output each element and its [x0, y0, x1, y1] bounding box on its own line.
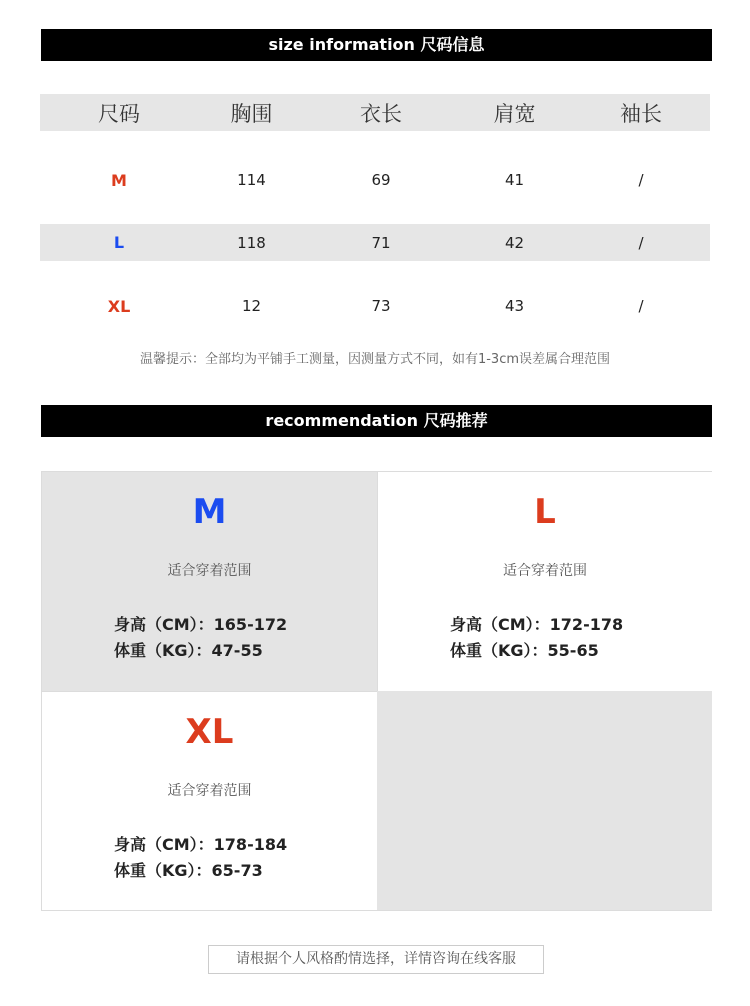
card-height-range: 身高（CM）：165-172: [114, 615, 288, 634]
card-size-label: L: [534, 492, 556, 532]
row-length: 71: [371, 233, 391, 252]
row-sleeve: /: [638, 171, 644, 189]
header-sleeve: 袖长: [620, 101, 662, 126]
row-size-xl: XL: [107, 296, 131, 316]
row-sleeve: /: [638, 233, 644, 252]
header-chest: 胸围: [230, 101, 273, 126]
card-size-label: M: [192, 492, 227, 532]
size-table-header: [40, 94, 710, 131]
table-row: [40, 288, 710, 324]
card-weight-range: 体重（KG）：47-55: [114, 641, 263, 660]
table-row: [40, 224, 710, 261]
card-height-range: 身高（CM）：172-178: [450, 615, 624, 634]
row-chest: 12: [241, 297, 262, 315]
customer-service-note: 请根据个人风格酌情选择，详情咨询在线客服: [208, 945, 544, 974]
row-shoulder: 42: [504, 233, 525, 252]
row-chest: 118: [237, 233, 266, 252]
card-subtitle: 适合穿着范围: [167, 783, 252, 799]
card-size-label: XL: [185, 712, 234, 752]
table-row: [40, 162, 710, 198]
row-length: 73: [371, 297, 391, 315]
card-subtitle: 适合穿着范围: [503, 563, 587, 579]
recommendation-grid: [41, 471, 712, 911]
row-size-m: M: [111, 170, 127, 190]
card-weight-range: 体重（KG）：55-65: [450, 641, 599, 660]
recommendation-card-l: [377, 472, 712, 691]
row-sleeve: /: [638, 297, 644, 315]
card-subtitle: 适合穿着范围: [167, 563, 252, 579]
header-length: 衣长: [360, 101, 402, 126]
header-size: 尺码: [98, 101, 140, 126]
row-length: 69: [371, 171, 391, 189]
card-weight-range: 体重（KG）：65-73: [114, 861, 263, 880]
row-chest: 114: [237, 171, 266, 189]
empty-card: [377, 691, 712, 910]
size-information-banner: size information 尺码信息: [41, 29, 712, 61]
recommendation-card-xl: [42, 691, 377, 910]
recommendation-card-m: [42, 472, 377, 691]
header-shoulder: 肩宽: [493, 101, 536, 126]
recommendation-banner: recommendation 尺码推荐: [41, 405, 712, 437]
card-height-range: 身高（CM）：178-184: [114, 835, 288, 854]
row-size-l: L: [113, 233, 125, 252]
row-shoulder: 41: [504, 171, 525, 189]
measurement-note: 温馨提示：全部均为平铺手工测量，因测量方式不同，如有1-3cm误差属合理范围: [139, 352, 611, 367]
row-shoulder: 43: [504, 297, 525, 315]
